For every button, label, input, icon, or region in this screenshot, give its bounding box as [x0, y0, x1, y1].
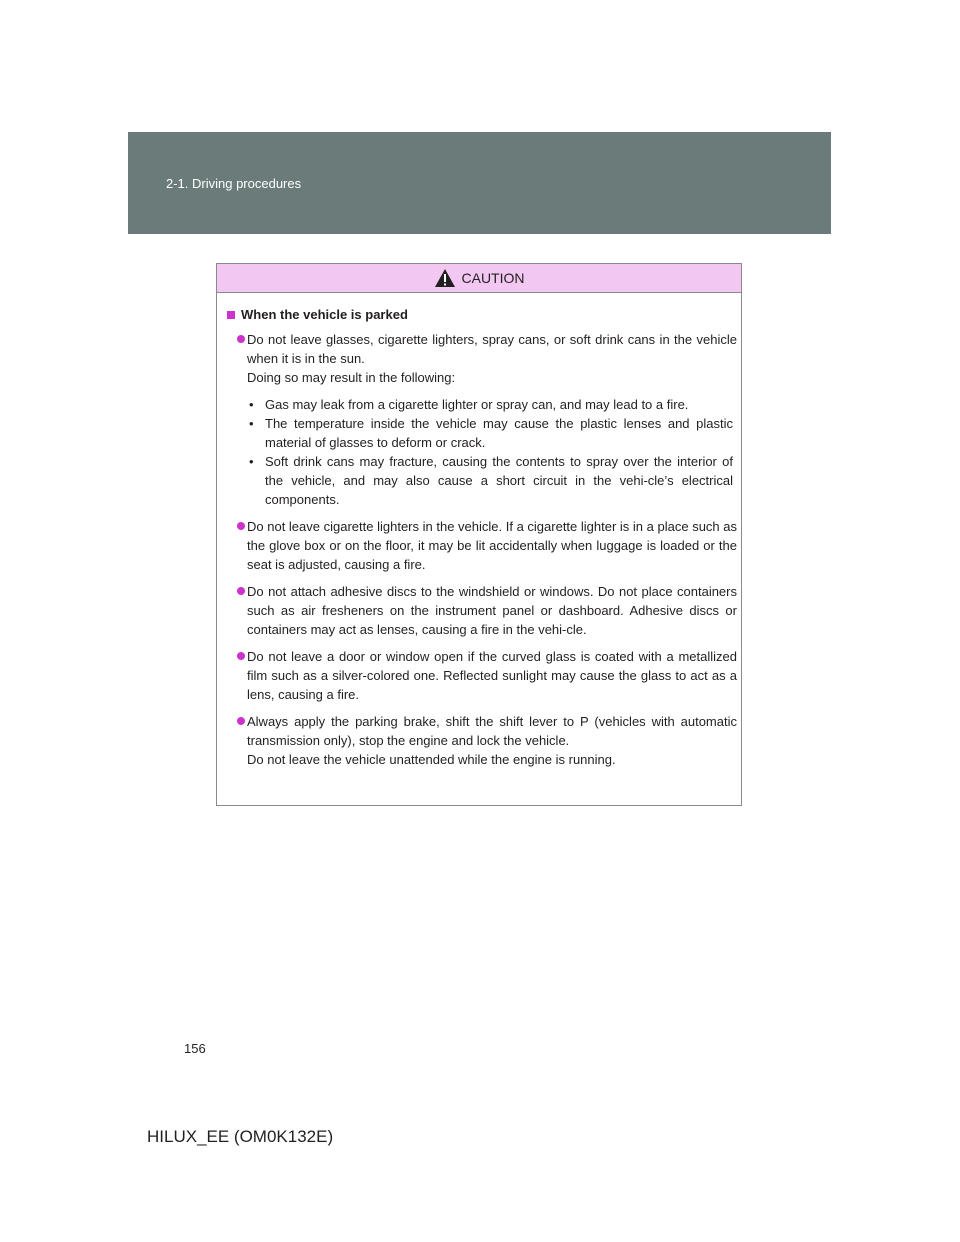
- bullet-text: Do not leave the vehicle unattended while the engine is running.: [247, 752, 616, 767]
- caution-section-heading: [227, 305, 737, 324]
- caution-bullet: [227, 517, 737, 574]
- section-title: 2-1. Driving procedures: [166, 176, 302, 191]
- bullet-text: Doing so may result in the following:: [247, 370, 456, 385]
- page-number: 156: [184, 1041, 206, 1056]
- circle-bullet-icon: [237, 717, 245, 725]
- bullet-text: Do not leave a door or window open if the curved glass is coated with a metallized film such as a silver-colored one. Reflected sunlight may cause the glass to act as a lens, causing a fire.: [247, 649, 737, 702]
- list-item-text: Soft drink cans may fracture, causing the contents to spray over the interior of the vehicle, and may also cause a short circuit in the vehi-cle’s electrical components.: [265, 454, 733, 507]
- list-item: • Soft drink cans may fracture, causing the contents to spray over the interior of the vehicle, and may also cause a short circuit in the vehi-cle’s electrical components.: [249, 454, 733, 507]
- caution-title: CAUTION: [461, 270, 525, 286]
- caution-bullet: [227, 330, 737, 509]
- list-item-text: Gas may leak from a cigarette lighter or spray can, and may lead to a fire.: [265, 397, 689, 412]
- bullet-text: Do not leave cigarette lighters in the vehicle. If a cigarette lighter is in a place such as the glove box or on the floor, it may be lit accidentally when luggage is loaded or the seat is adjusted, causing a fire.: [247, 519, 737, 572]
- document-code: HILUX_EE (OM0K132E): [147, 1127, 334, 1146]
- circle-bullet-icon: [237, 587, 245, 595]
- caution-bullet: [227, 712, 737, 769]
- caution-header: [217, 264, 741, 293]
- warning-triangle-icon: [434, 268, 456, 288]
- bullet-text: Do not leave glasses, cigarette lighters, spray cans, or soft drink cans in the vehicle when it is in the sun.: [247, 332, 737, 366]
- circle-bullet-icon: [237, 522, 245, 530]
- caution-body: [217, 293, 741, 769]
- consequence-list: [247, 395, 737, 509]
- caution-bullet: [227, 582, 737, 639]
- caution-section-title: When the vehicle is parked: [241, 307, 408, 322]
- bullet-text: Always apply the parking brake, shift the shift lever to P (vehicles with automatic transmission only), stop the engine and lock the vehicle.: [247, 714, 737, 748]
- circle-bullet-icon: [237, 335, 245, 343]
- circle-bullet-icon: [237, 652, 245, 660]
- list-item: • Gas may leak from a cigarette lighter or spray can, and may lead to a fire.: [249, 397, 689, 412]
- header-band: [128, 132, 831, 234]
- square-bullet-icon: [227, 311, 235, 319]
- bullet-text: Do not attach adhesive discs to the windshield or windows. Do not place containers such as air fresheners on the instrument panel or dashboard. Adhesive discs or containers may act as lenses, causing a fire in the vehi-cle.: [247, 584, 737, 637]
- caution-bullet: [227, 647, 737, 704]
- caution-box: [216, 263, 742, 806]
- list-item-text: The temperature inside the vehicle may cause the plastic lenses and plastic material of glasses to deform or crack.: [265, 416, 733, 450]
- list-item: • The temperature inside the vehicle may cause the plastic lenses and plastic material of glasses to deform or crack.: [249, 416, 733, 450]
